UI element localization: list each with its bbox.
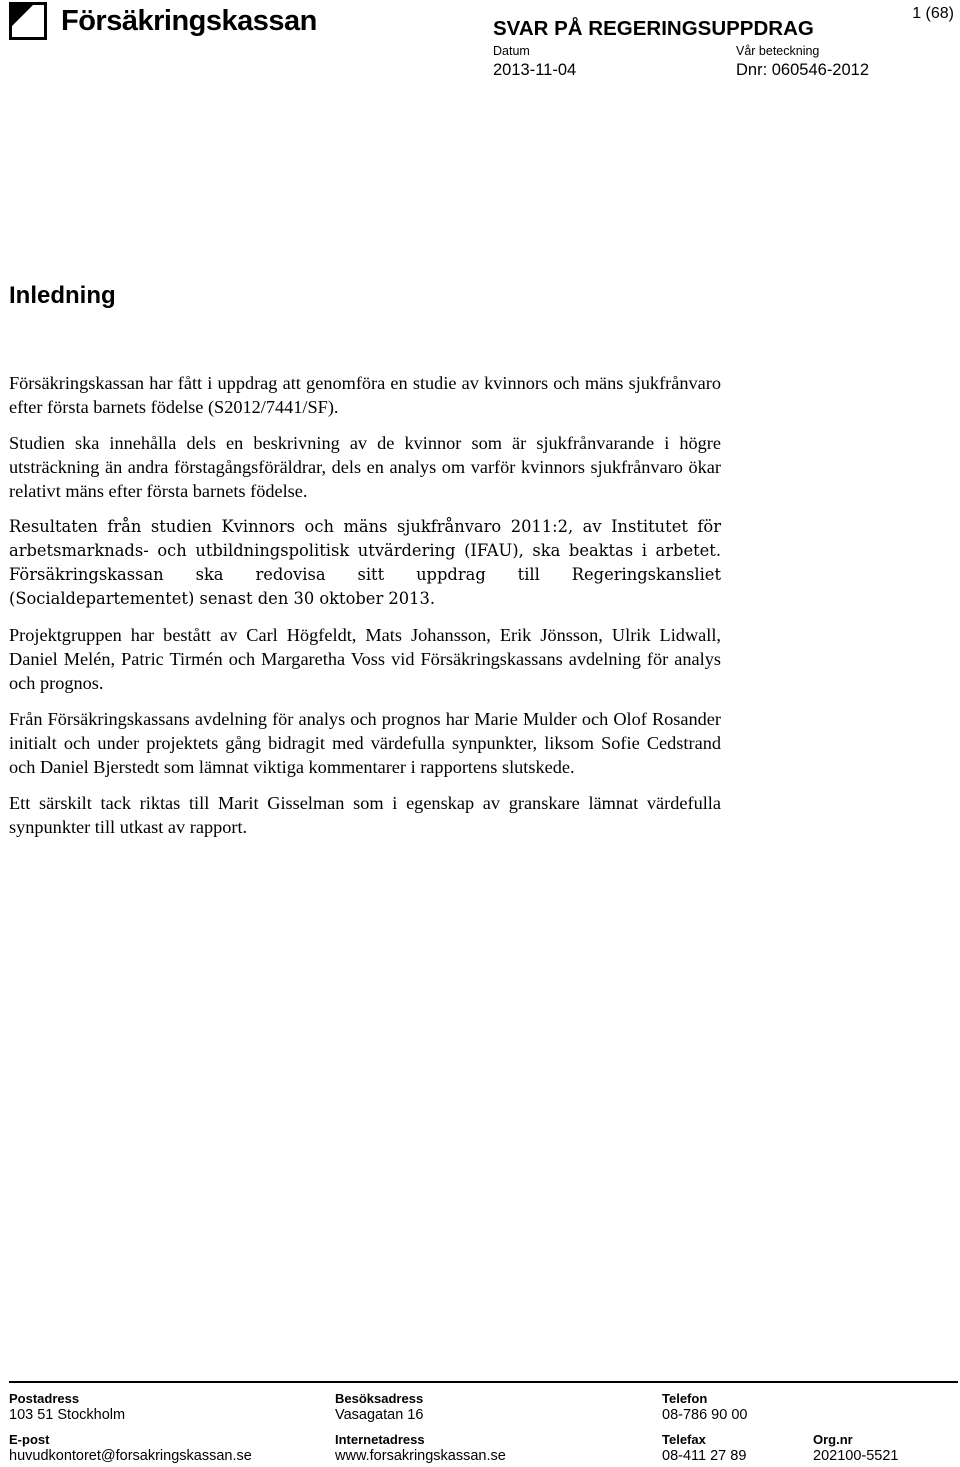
body-text [9,371,721,851]
visit-address-value: Vasagatan 16 [335,1407,424,1423]
visit-address-label: Besöksadress [335,1391,424,1406]
org-number-label: Org.nr [813,1432,853,1447]
house-logo-icon [9,2,47,40]
date-value: 2013-11-04 [493,61,577,79]
logo [9,2,317,40]
reference-value: Dnr: 060546-2012 [736,61,870,79]
paragraph: Försäkringskassan har fått i uppdrag att genomföra en studie av kvinnors och mäns sjukfrånvaro efter första barnets födelse (S2012/7441/SF). [9,373,721,417]
paragraph: Ett särskilt tack riktas till Marit Gisselman som i egenskap av granskare lämnat värdefulla synpunkter till utkast av rapport. [9,793,721,837]
postal-address-label: Postadress [9,1391,80,1406]
email-value: huvudkontoret@forsakringskassan.se [9,1448,252,1464]
web-address-value: www.forsakringskassan.se [335,1448,506,1464]
logo-text: Försäkringskassan [61,4,317,37]
web-address-label: Internetadress [335,1432,425,1447]
phone-value: 08-786 90 00 [662,1407,748,1423]
phone-label: Telefon [662,1391,708,1406]
paragraph: Projektgruppen har bestått av Carl Högfeldt, Mats Johansson, Erik Jönsson, Ulrik Lidwall, Daniel Melén, Patric Tirmén och Margaretha Voss vid Försäkringskassans avdelning för analys och prognos. [9,625,721,693]
paragraph: Från Försäkringskassans avdelning för analys och prognos har Marie Mulder och Olof Rosander initialt och under projektets gång bidragit med värdefulla synpunkter, liksom Sofie Cedstrand och Daniel Bjerstedt som lämnat viktiga kommentarer i rapportens slutskede. [9,709,721,777]
paragraph: Resultaten från studien Kvinnors och mäns sjukfrånvaro 2011:2, av Institutet för arbetsmarknads- och utbildningspolitisk utvärdering (IFAU), ska beaktas i arbetet. Försäkringskassan ska redovisa sitt uppdrag till Regeringskansliet (Socialdepartementet) senast den 30 oktober 2013. [9,517,721,608]
footer-divider [9,1381,958,1383]
date-label: Datum [493,44,530,58]
page-number: 1 (68) [912,5,954,22]
fax-value: 08-411 27 89 [662,1448,747,1464]
reference-label: Vår beteckning [736,44,820,58]
postal-address-value: 103 51 Stockholm [9,1407,126,1423]
section-heading: Inledning [9,282,116,309]
fax-label: Telefax [662,1432,706,1447]
email-label: E-post [9,1432,50,1447]
document-type: SVAR PÅ REGERINGSUPPDRAG [493,17,814,40]
org-number-value: 202100-5521 [813,1448,899,1464]
paragraph: Studien ska innehålla dels en beskrivning av de kvinnor som är sjukfrånvarande i högre utsträckning än andra förstagångsföräldrar, dels en analys om varför kvinnors sjukfrånvaro ökar relativt mäns efter första barnets födelse. [9,433,721,501]
